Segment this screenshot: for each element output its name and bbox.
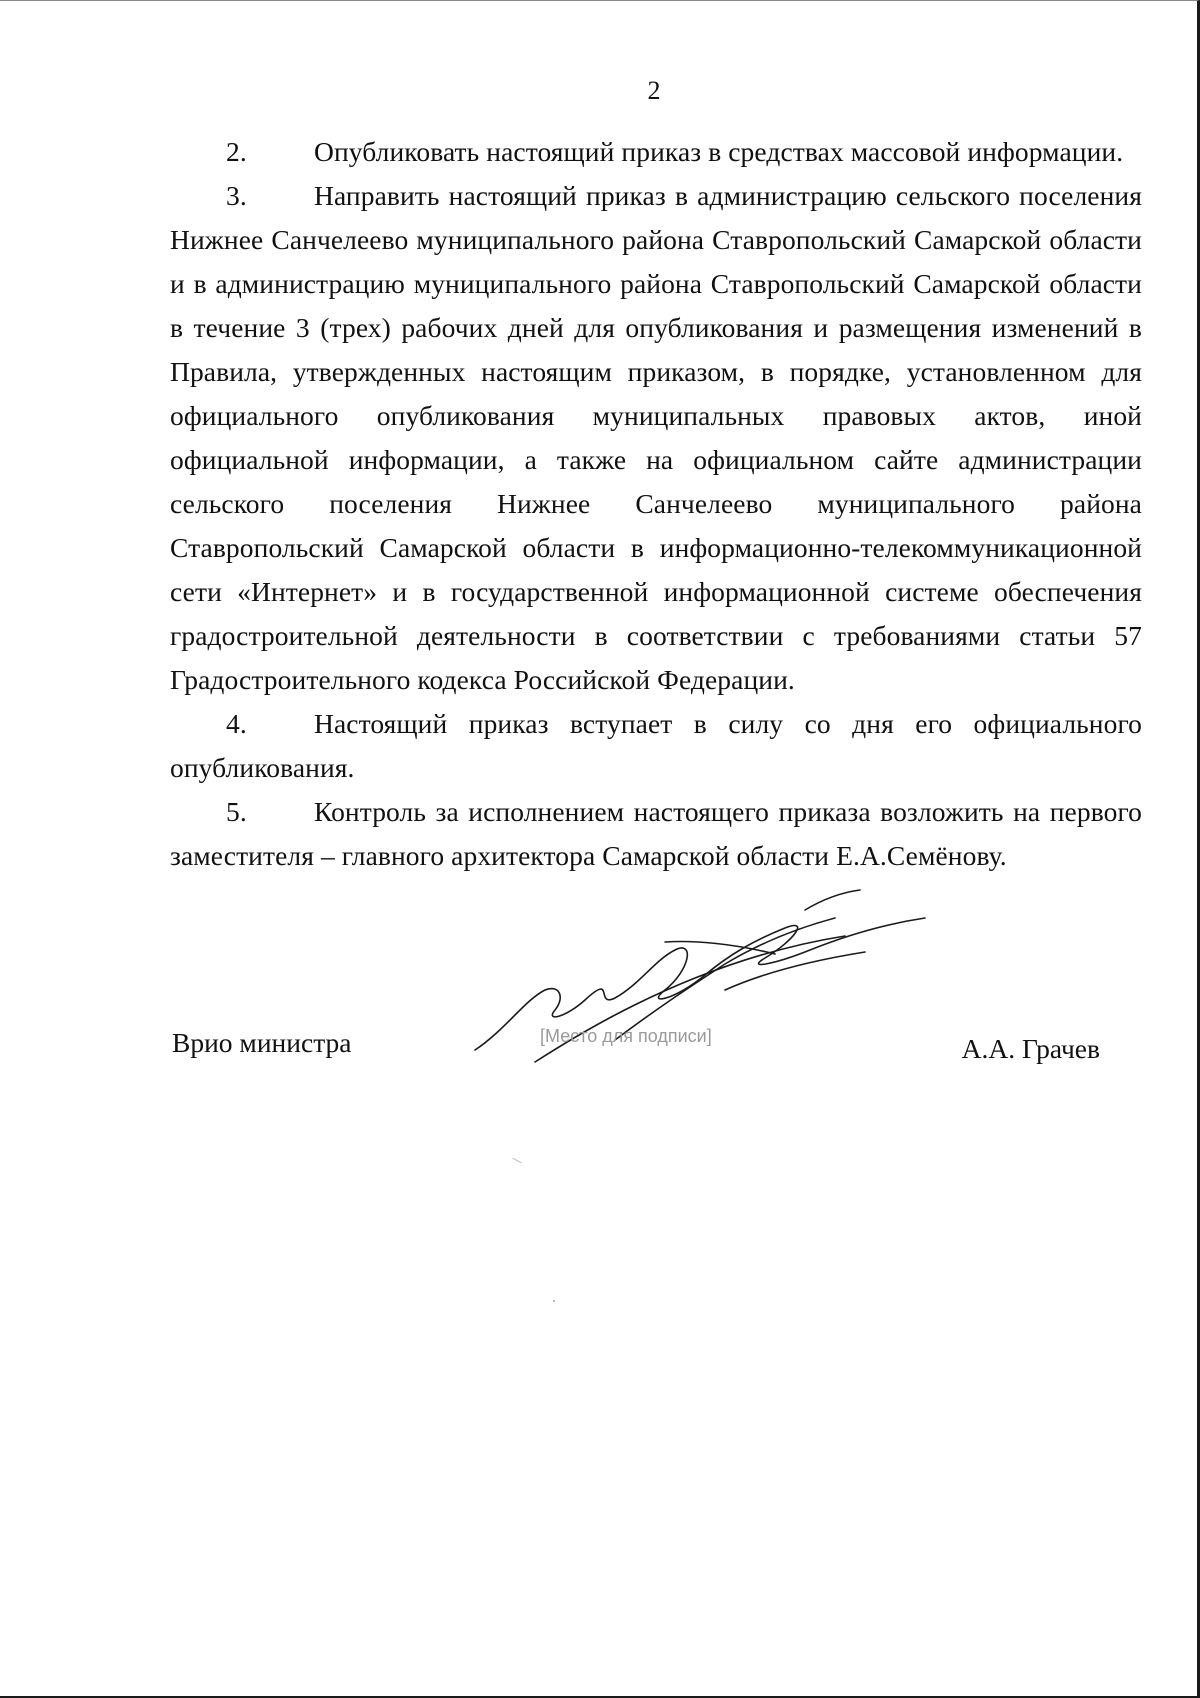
paragraph-2 bbox=[170, 130, 1142, 174]
paragraph-text: Настоящий приказ вступает в силу со дня его официального опубликования. bbox=[170, 708, 1142, 783]
page-number: 2 bbox=[647, 76, 661, 105]
scan-speck bbox=[512, 1158, 521, 1164]
paragraph-number: 3. bbox=[226, 180, 247, 211]
signer-name: А.А. Грачев bbox=[961, 1033, 1100, 1064]
signer-role: Врио министра bbox=[172, 1027, 352, 1058]
signature-placeholder: [Место для подписи] bbox=[540, 1026, 712, 1046]
signature-block bbox=[170, 1020, 1100, 1080]
paragraph-number: 4. bbox=[226, 708, 247, 739]
paragraph-number: 5. bbox=[226, 796, 247, 827]
paragraph-text: Направить настоящий приказ в администрацию сельского поселения Нижнее Санчелеево муниципального района Ставропольский Самарской области и в администрацию муниципального района Ставропольский Самарской области в течение 3 (трех) рабочих дней для опубликования и размещения изменений в Правила, утвержденных настоящим приказом, в порядке, установленном для официального опубликования муниципальных правовых актов, иной официальной информации, а также на официальном сайте администрации сельского поселения Нижнее Санчелеево муниципального района Ставропольский Самарской области в информационно-телекоммуникационной сети «Интернет» и в государственной информационной системе обеспечения градостроительной деятельности в соответствии с требованиями статьи 57 Градостроительного кодекса Российской Федерации. bbox=[170, 180, 1142, 695]
paragraph-number: 2. bbox=[226, 136, 247, 167]
paragraph-3 bbox=[170, 174, 1142, 702]
paragraph-5 bbox=[170, 790, 1142, 878]
paragraph-text: Опубликовать настоящий приказ в средствах массовой информации. bbox=[314, 136, 1124, 167]
paragraph-text: Контроль за исполнением настоящего приказа возложить на первого заместителя – главного архитектора Самарской области Е.А.Семёнову. bbox=[170, 796, 1142, 871]
paragraph-4 bbox=[170, 702, 1142, 790]
scan-speck bbox=[553, 1300, 555, 1302]
document-body bbox=[170, 130, 1142, 878]
